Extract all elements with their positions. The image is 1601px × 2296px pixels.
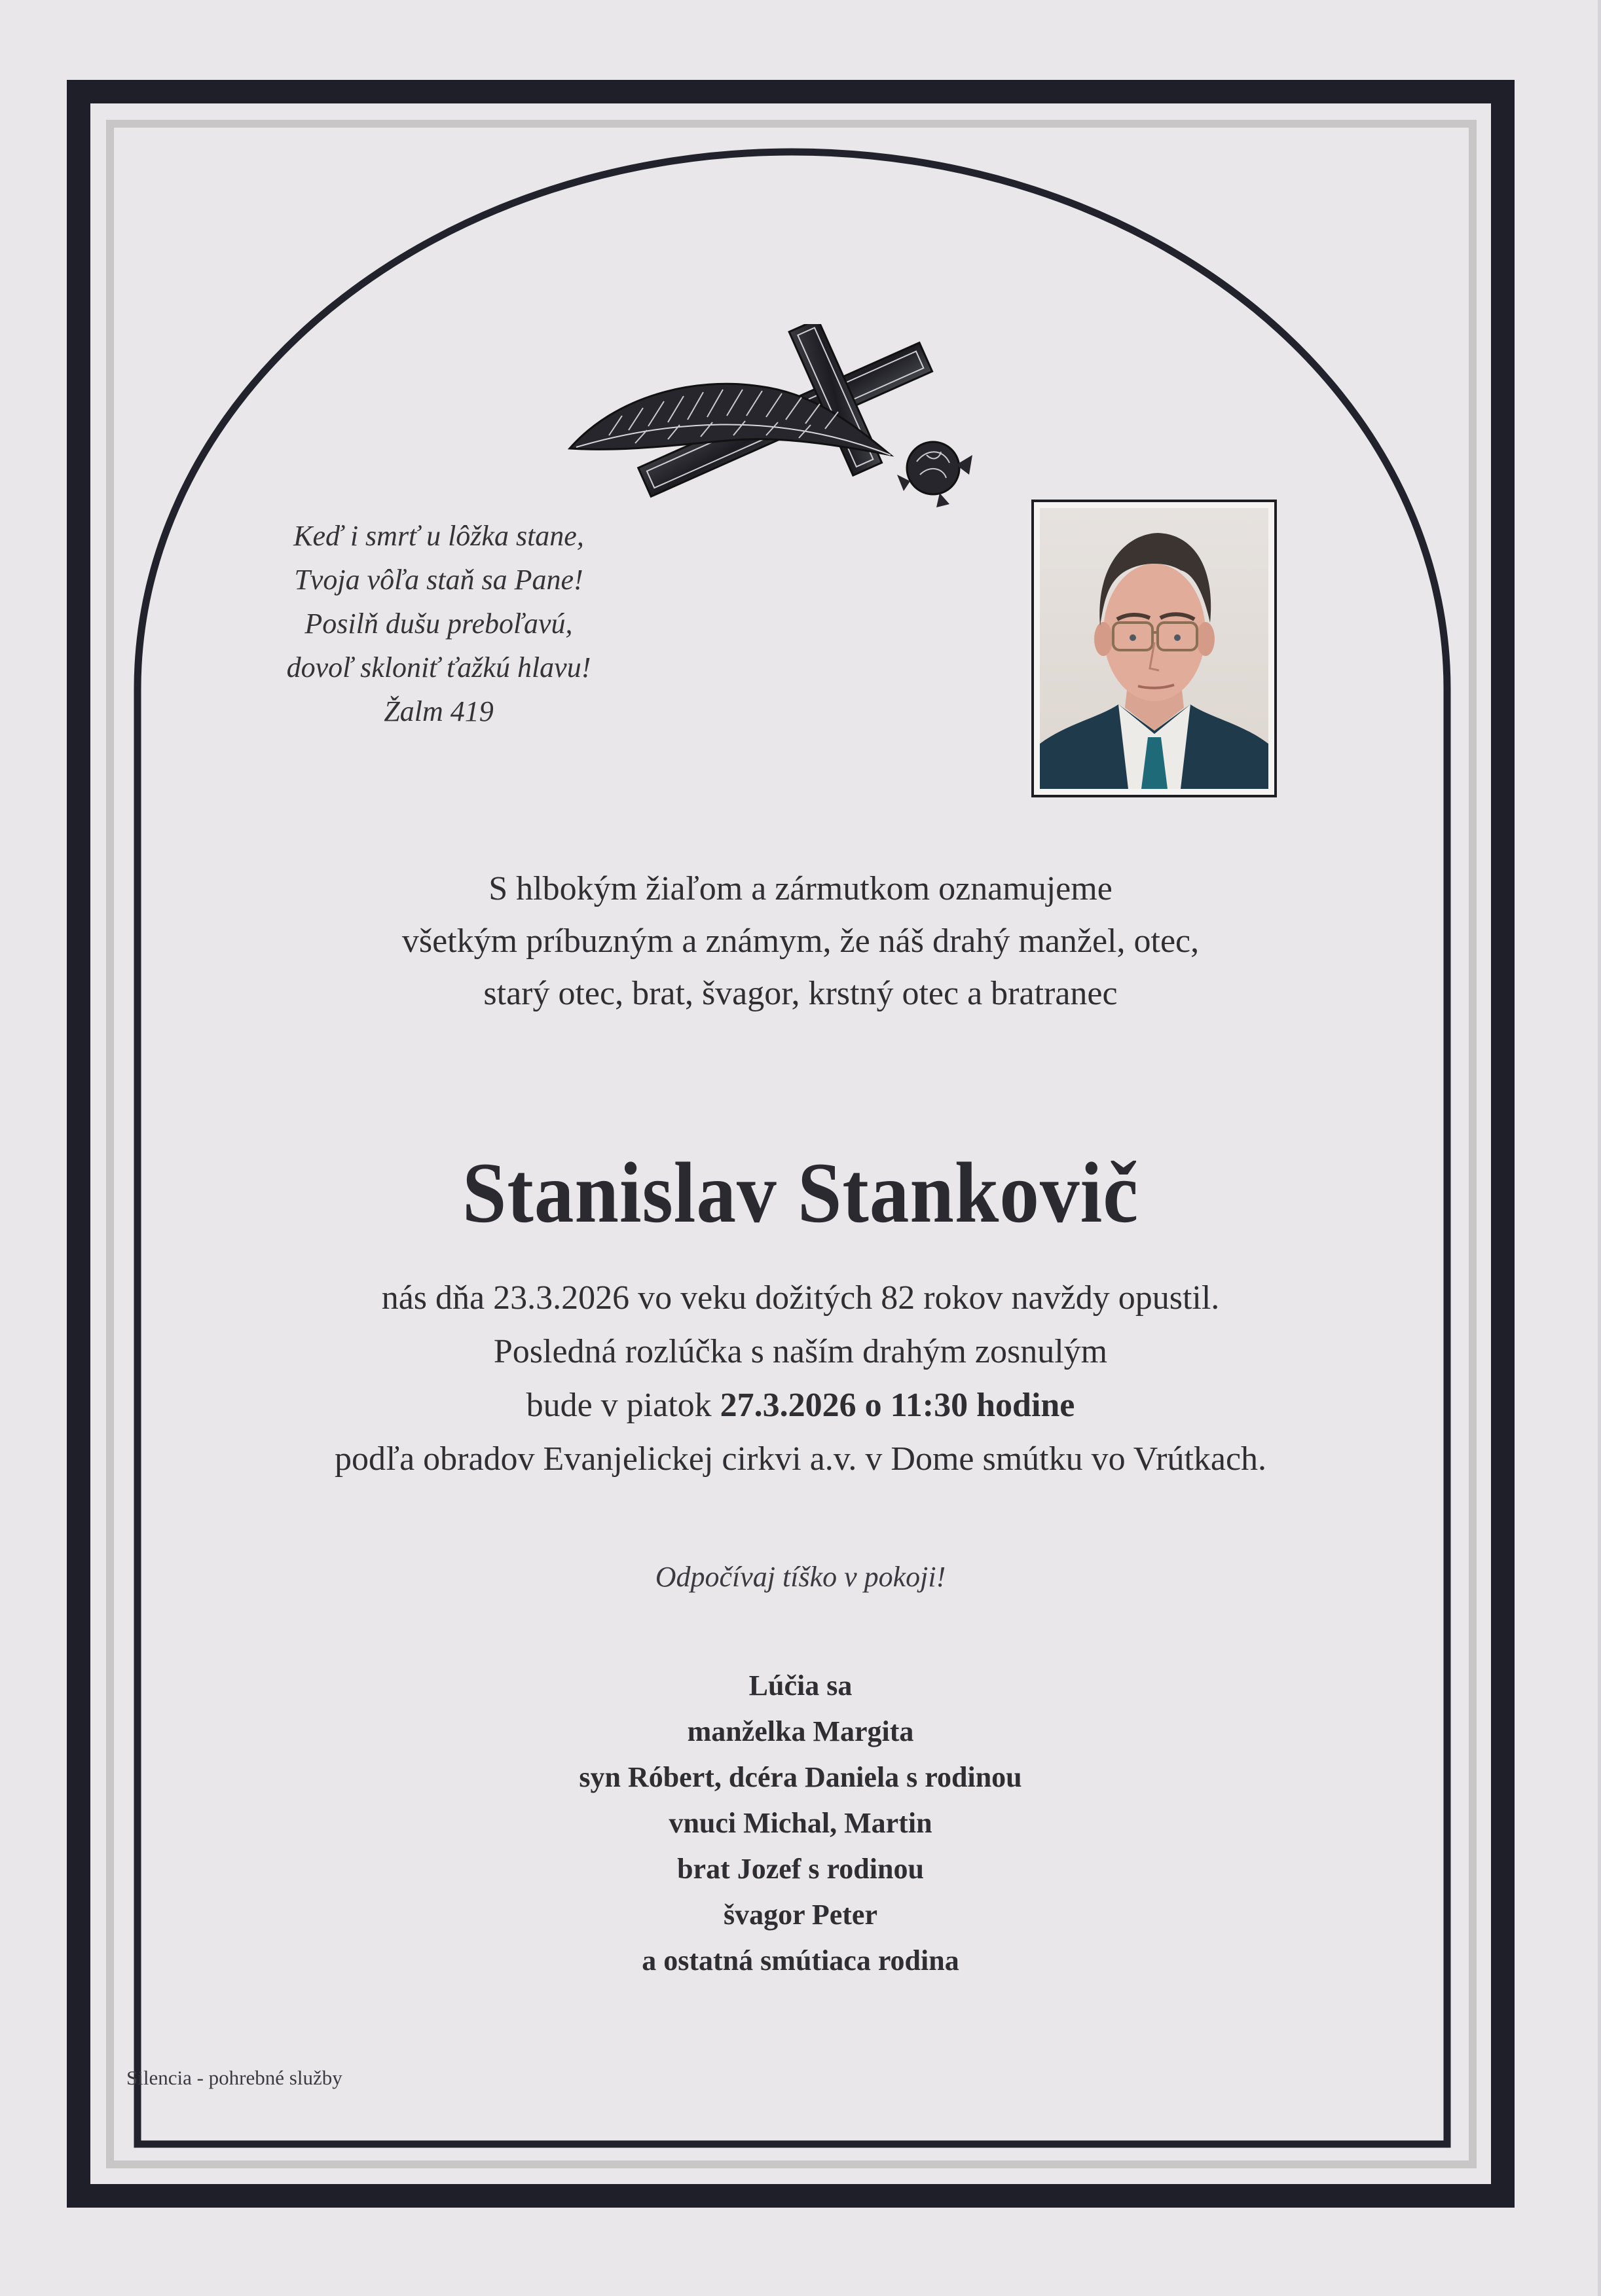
mourner-line: manželka Margita	[687, 1715, 914, 1747]
portrait-photo	[1040, 508, 1268, 789]
mourner-line: a ostatná smútiaca rodina	[642, 1944, 959, 1977]
farewell-line: Posledná rozlúčka s naším drahým zosnulým	[493, 1333, 1108, 1370]
mourner-line: syn Róbert, dcéra Daniela s rodinou	[579, 1761, 1022, 1793]
rest-in-peace: Odpočívaj tíško v pokoji!	[655, 1561, 946, 1593]
funeral-location-line: podľa obradov Evanjelickej cirkvi a.v. v Dome smútku vo Vrútkach.	[334, 1440, 1267, 1478]
poem-line: Posilň dušu preboľavú,	[304, 608, 573, 640]
mourner-line: švagor Peter	[724, 1899, 877, 1931]
announcement-line: všetkým príbuzným a známym, že náš drahý manžel, otec,	[401, 922, 1200, 960]
mourner-line: vnuci Michal, Martin	[669, 1807, 932, 1839]
poem-line: Tvoja vôľa staň sa Pane!	[294, 564, 583, 596]
mourners-list	[0, 1663, 1601, 1984]
poem	[216, 514, 661, 733]
portrait-image-icon	[1040, 508, 1268, 789]
portrait-photo-frame	[1031, 500, 1277, 797]
funeral-day: bude v piatok	[526, 1387, 720, 1424]
funeral-datetime-line	[0, 1379, 1601, 1432]
announcement-line: starý otec, brat, švagor, krstný otec a bratranec	[483, 975, 1118, 1012]
funeral-details	[0, 1271, 1601, 1486]
poem-line: Keď i smrť u lôžka stane,	[293, 520, 584, 552]
poem-line: dovoľ skloniť ťažkú hlavu!	[286, 651, 591, 683]
cross-with-palm-and-rose-icon	[563, 324, 995, 514]
funeral-datetime: 27.3.2026 o 11:30 hodine	[720, 1387, 1075, 1424]
mourner-line: brat Jozef s rodinou	[677, 1853, 924, 1885]
announcement	[0, 863, 1601, 1020]
announcement-line: S hlbokým žiaľom a zármutkom oznamujeme	[488, 870, 1113, 907]
funeral-service-credit: Silencia - pohrebné služby	[126, 2066, 342, 2089]
mourner-line: Lúčia sa	[748, 1669, 853, 1702]
death-date-line: nás dňa 23.3.2026 vo veku dožitých 82 rokov navždy opustil.	[381, 1279, 1220, 1317]
deceased-name: Stanislav Stankovič	[462, 1144, 1139, 1241]
poem-source: Žalm 419	[384, 695, 494, 727]
